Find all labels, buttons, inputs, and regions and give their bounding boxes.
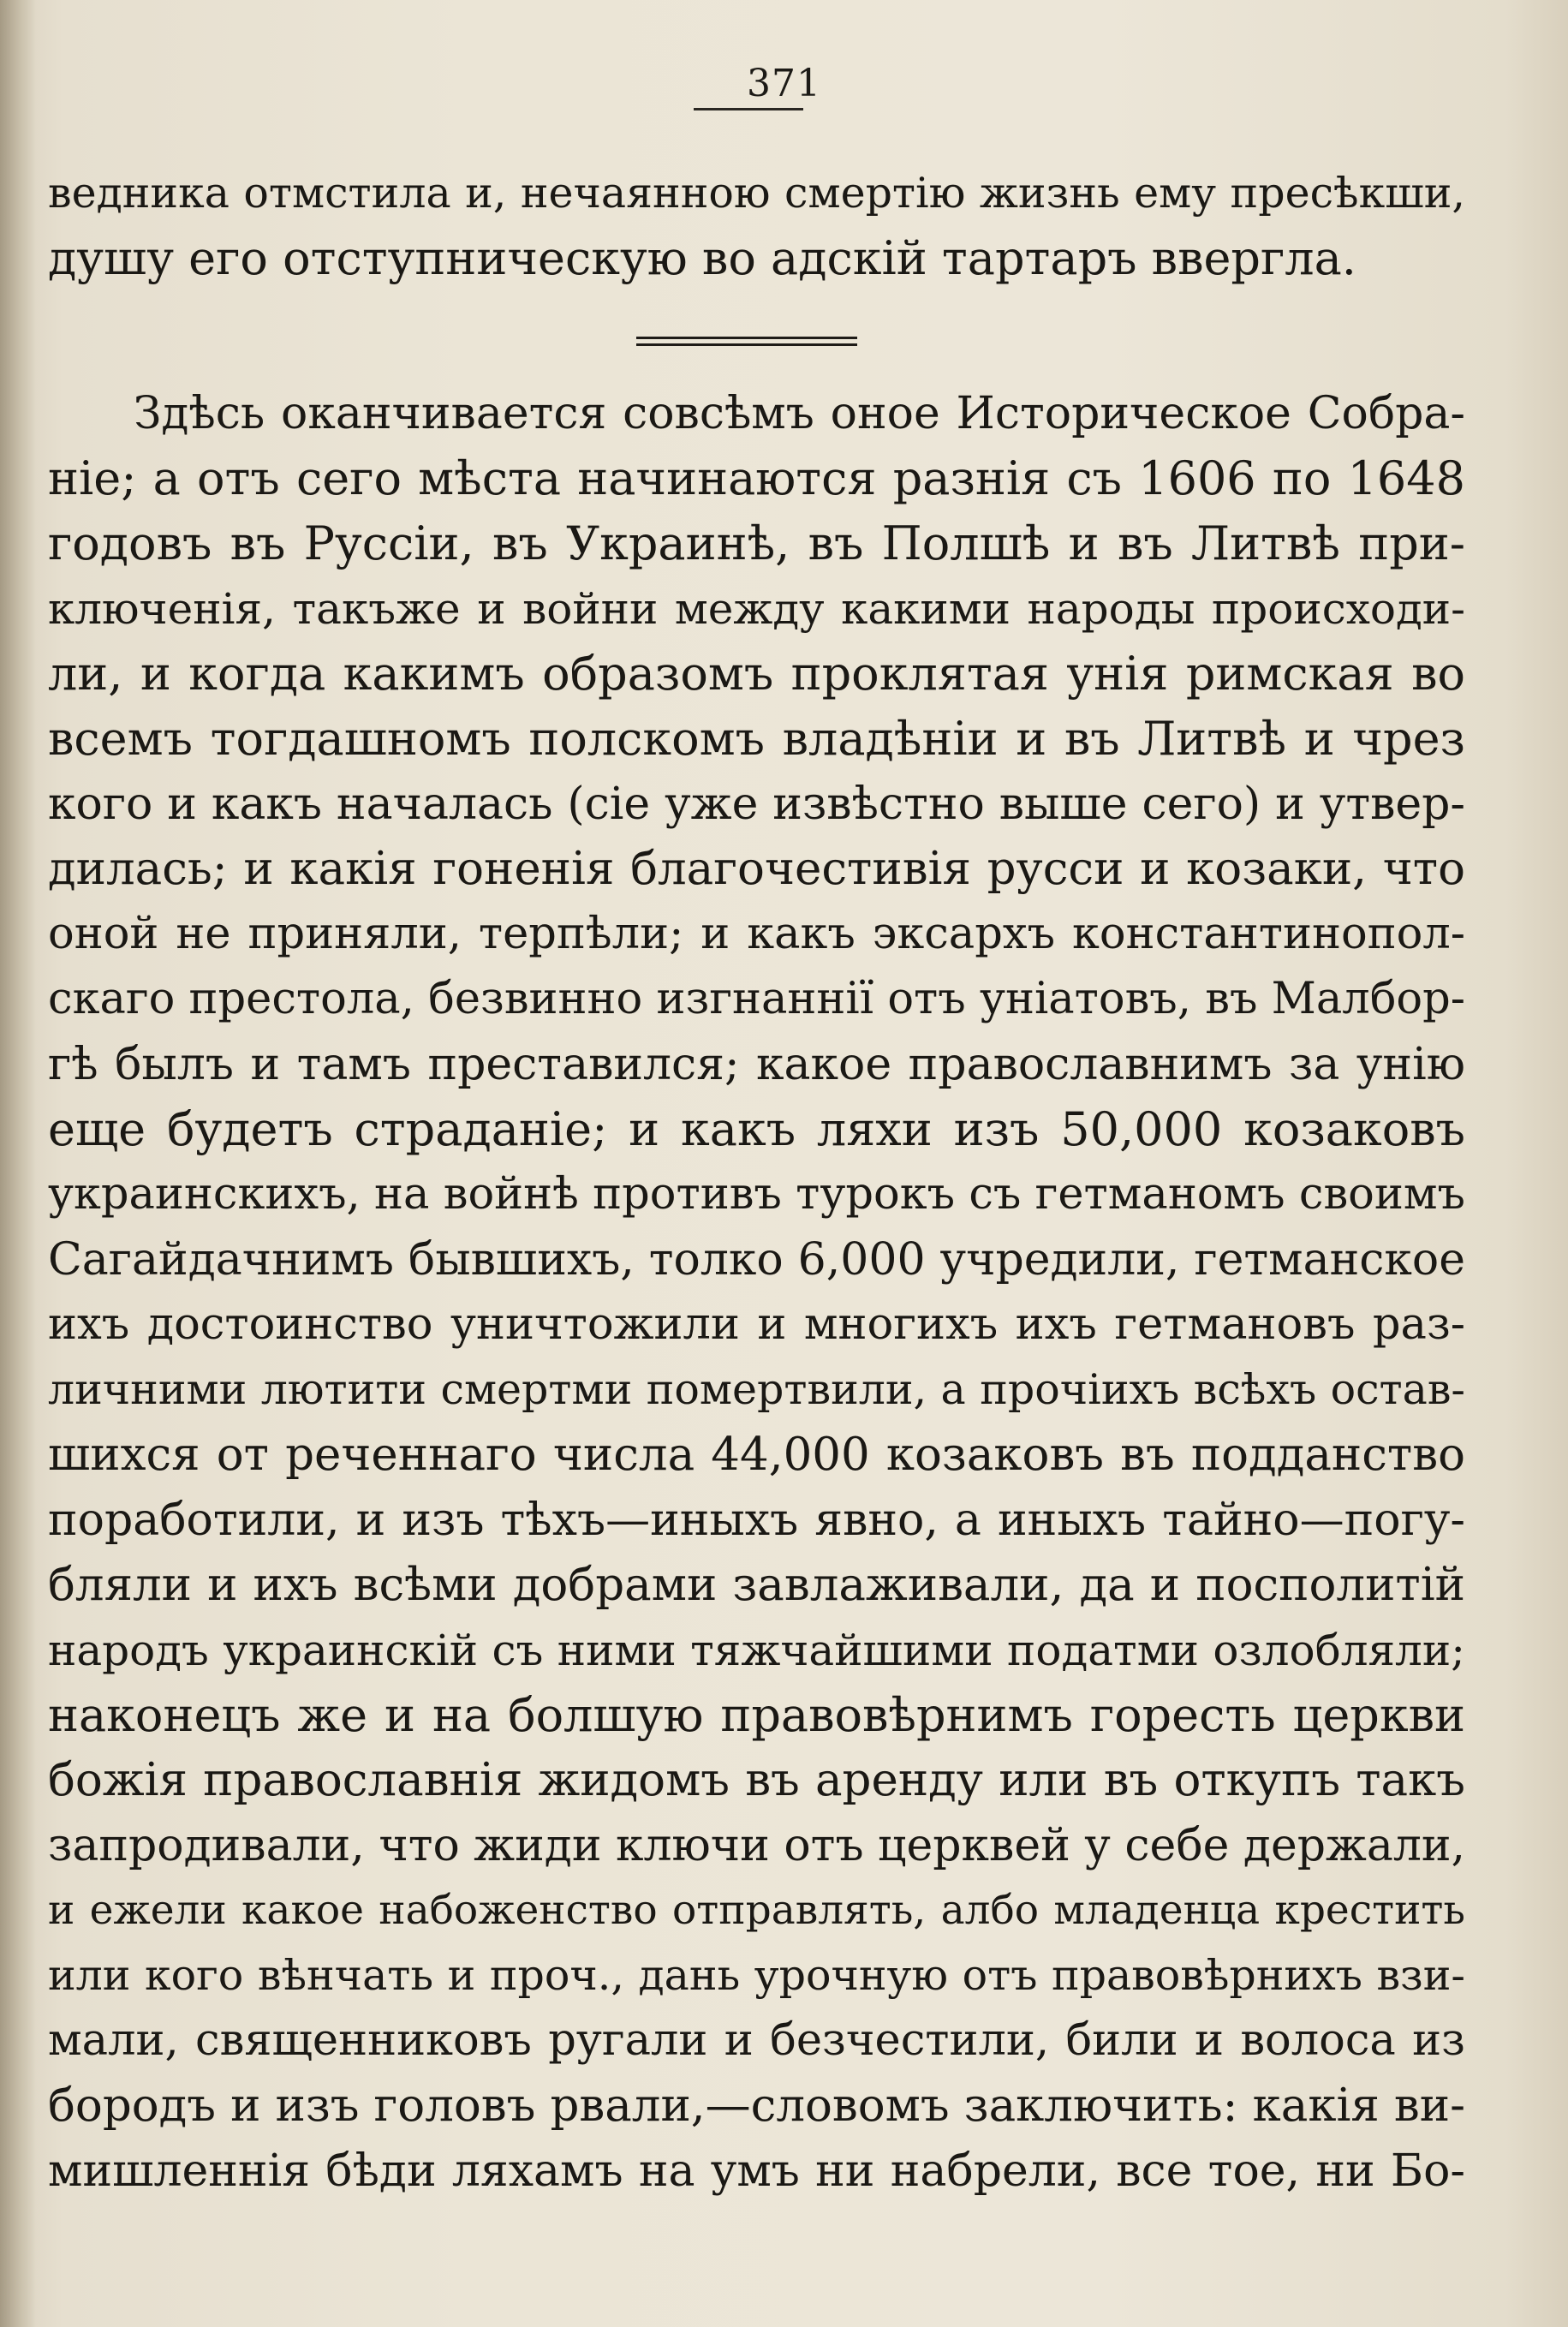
page-number: 371: [747, 62, 821, 105]
text-line: гѣ былъ и тамъ преставился; какое православнимъ за унію: [48, 1039, 1465, 1090]
text-line: Сагайдачнимъ бывшихъ, толко 6,000 учредили, гетманское: [48, 1234, 1465, 1286]
text-line: поработили, и изъ тѣхъ—иныхъ явно, а иныхъ тайно—погу-: [48, 1495, 1465, 1546]
text-line: шихся от реченнаго числа 44,000 козаковъ въ подданство: [48, 1429, 1465, 1481]
text-line: еще будетъ страданіе; и какъ ляхи изъ 50,000 козаковъ: [48, 1102, 1465, 1156]
text-line: ключенія, такъже и войни между какими народы происходи-: [48, 584, 1465, 634]
intro-paragraph: [48, 161, 1465, 291]
divider-rule-bottom: [636, 343, 857, 346]
text-line: Здѣсь оканчивается совсѣмъ оное Историческое Собра-: [134, 388, 1465, 439]
text-line: ніе; а отъ сего мѣста начинаются разнія съ 1606 по 1648: [48, 451, 1465, 505]
text-line: кого и какъ началась (сіе уже извѣстно выше сего) и утвер-: [48, 779, 1465, 830]
text-line: личними лютити смертми помертвили, а прочіихъ всѣхъ остав-: [48, 1365, 1465, 1414]
text-line: божія православнія жидомъ въ аренду или въ откупъ такъ: [48, 1754, 1465, 1806]
text-line: оной не приняли, терпѣли; и какъ эксархъ константинопол-: [48, 909, 1465, 959]
text-line: бородъ и изъ головъ рвали,—словомъ заключить: какія ви-: [48, 2079, 1465, 2132]
text-line: ведника отмстила и, нечаянною смертію жизнь ему пресѣкши,: [48, 169, 1465, 218]
text-line: мишленнія бѣди ляхамъ на умъ ни набрели, все тое, ни Бо-: [48, 2145, 1465, 2197]
text-line: украинскихъ, на войнѣ противъ турокъ съ гетманомъ своимъ: [48, 1169, 1465, 1220]
text-line: запродивали, что жиди ключи отъ церквей у себе держали,: [48, 1820, 1465, 1871]
text-line: ихъ достоинство уничтожили и многихъ ихъ гетмановъ раз-: [48, 1299, 1465, 1350]
text-line: или кого вѣнчать и проч., дань урочную отъ правовѣрнихъ взи-: [48, 1951, 1465, 2000]
text-line: мали, священниковъ ругали и безчестили, били и волоса из: [48, 2015, 1465, 2066]
text-line: ли, и когда какимъ образомъ проклятая унія римская во: [48, 647, 1465, 701]
main-paragraph: [48, 381, 1465, 2204]
text-line: бляли и ихъ всѣми добрами завлаживали, да и посполитій: [48, 1559, 1465, 1611]
divider-rule-top: [636, 337, 857, 339]
section-divider: [636, 337, 857, 347]
text-line: наконецъ же и на болшую правовѣрнимъ горесть церкви: [48, 1688, 1465, 1742]
text-line: скаго престола, безвинно изгнаннії отъ уніатовъ, въ Малбор-: [48, 974, 1465, 1024]
text-line: годовъ въ Руссіи, въ Украинѣ, въ Полшѣ и въ Литвѣ при-: [48, 516, 1465, 570]
text-line: народъ украинскій съ ними тяжчайшими податми озлобляли;: [48, 1626, 1465, 1675]
page-number-underline: [694, 108, 803, 110]
text-line: и ежели какое набоженство отправлять, албо младенца крестить: [48, 1887, 1465, 1934]
text-line: душу его отступническую во адскій тартаръ ввергла.: [48, 231, 1356, 285]
book-spine-shadow: [0, 0, 36, 2327]
text-line: дилась; и какія гоненія благочестивія русси и козаки, что: [48, 843, 1465, 895]
text-line: всемъ тогдашномъ полскомъ владѣніи и въ Литвѣ и чрез: [48, 712, 1465, 766]
